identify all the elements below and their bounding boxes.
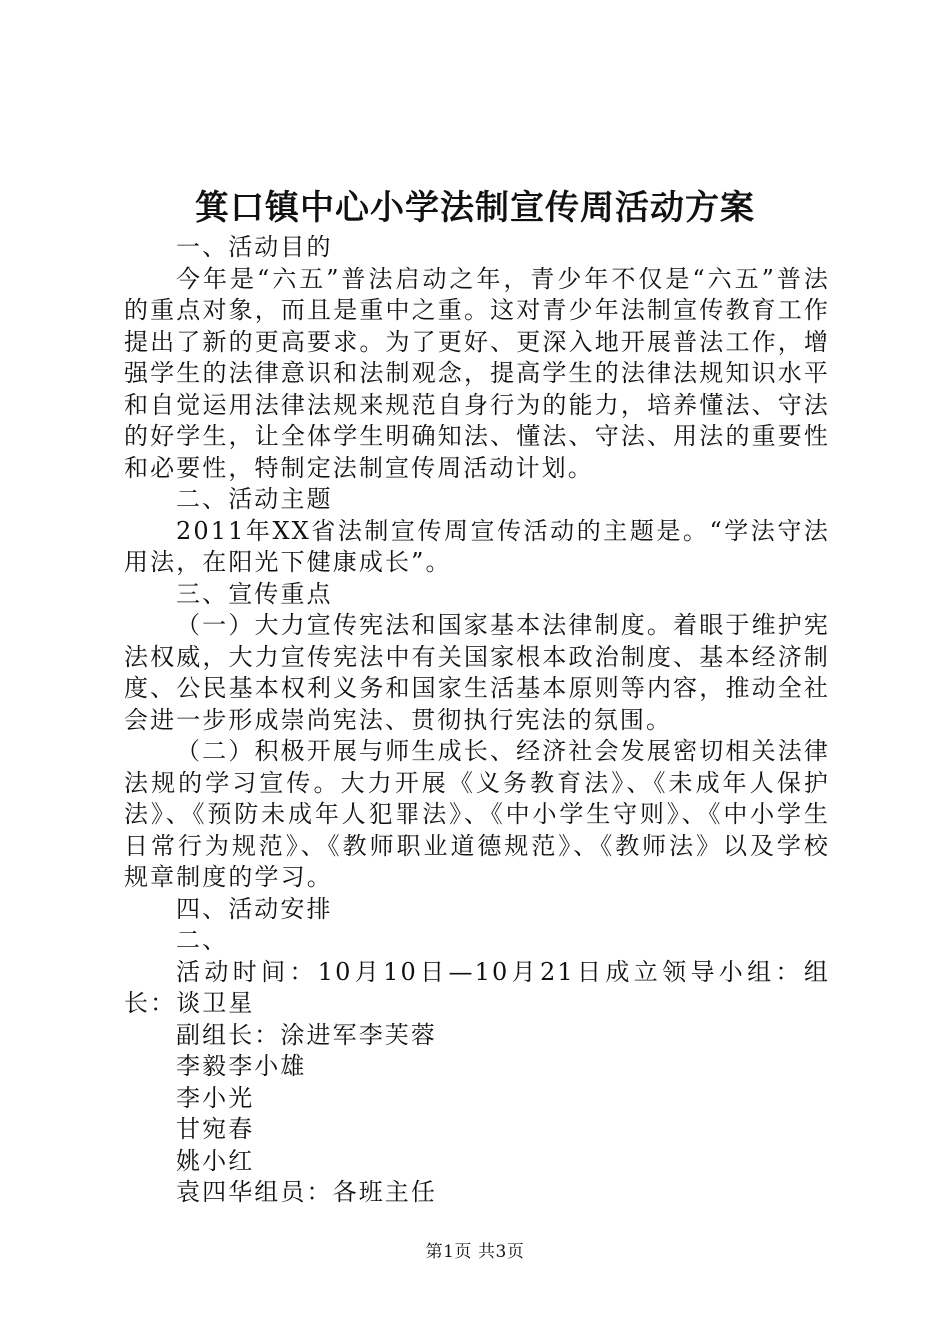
list-item-deputy-leaders: 副组长：涂进军李芙蓉 bbox=[176, 1020, 437, 1049]
section-heading-purpose: 一、活动目的 bbox=[176, 233, 333, 261]
list-item-member: 李毅李小雄 bbox=[176, 1052, 307, 1080]
page-number-total: 共3页 bbox=[478, 1242, 525, 1262]
paragraph-purpose: 今年是“六五”普法启动之年，青少年不仅是“六五”普法的重点对象，而且是重中之重。这对青少年法制宣传教育工作提出了新的更高要求。为了更好、更深入地开展普法工作，增强学生的法律意识和法制观念，提高学生的法律法规知识水平和自觉运用法律法规来规范自身行为的能力，培养懂法、守法的好学生，让全体学生明确知法、懂法、守法、用法的重要性和必要性，特制定法制宣传周活动计划。 bbox=[124, 264, 830, 482]
document-title: 箕口镇中心小学法制宣传周活动方案 bbox=[195, 188, 755, 228]
list-item-member: 姚小红 bbox=[176, 1146, 255, 1175]
section-heading-theme: 二、活动主题 bbox=[176, 485, 333, 513]
subsection-marker: 二、 bbox=[176, 926, 229, 954]
document-body bbox=[124, 232, 830, 1209]
page-footer bbox=[0, 1240, 950, 1264]
section-heading-arrangement: 四、活动安排 bbox=[176, 894, 333, 923]
section-heading-focus: 三、宣传重点 bbox=[176, 579, 333, 608]
list-item-member: 甘宛春 bbox=[176, 1115, 255, 1143]
paragraph-theme: 2011年XX省法制宣传周宣传活动的主题是。“学法守法用法，在阳光下健康成长”。 bbox=[124, 516, 830, 576]
paragraph-focus-1: （一）大力宣传宪法和国家基本法律制度。着眼于维护宪法权威，大力宣传宪法中有关国家根本政治制度、基本经济制度、公民基本权利义务和国家生活基本原则等内容，推动全社会进一步形成崇尚宪法、贯彻执行宪法的氛围。 bbox=[124, 611, 830, 734]
list-item-member: 李小光 bbox=[176, 1083, 255, 1112]
paragraph-focus-2: （二）积极开展与师生成长、经济社会发展密切相关法律法规的学习宣传。大力开展《义务教育法》、《未成年人保护法》、《预防未成年人犯罪法》、《中小学生守则》、《中小学生日常行为规范》、《教师职业道德规范》、《教师法》以及学校规章制度的学习。 bbox=[124, 737, 830, 891]
paragraph-schedule: 活动时间：10月10日—10月21日成立领导小组：组长：谈卫星 bbox=[124, 957, 830, 1017]
list-item-members: 袁四华组员：各班主任 bbox=[176, 1178, 437, 1206]
page-number-current: 第1页 bbox=[425, 1242, 472, 1262]
